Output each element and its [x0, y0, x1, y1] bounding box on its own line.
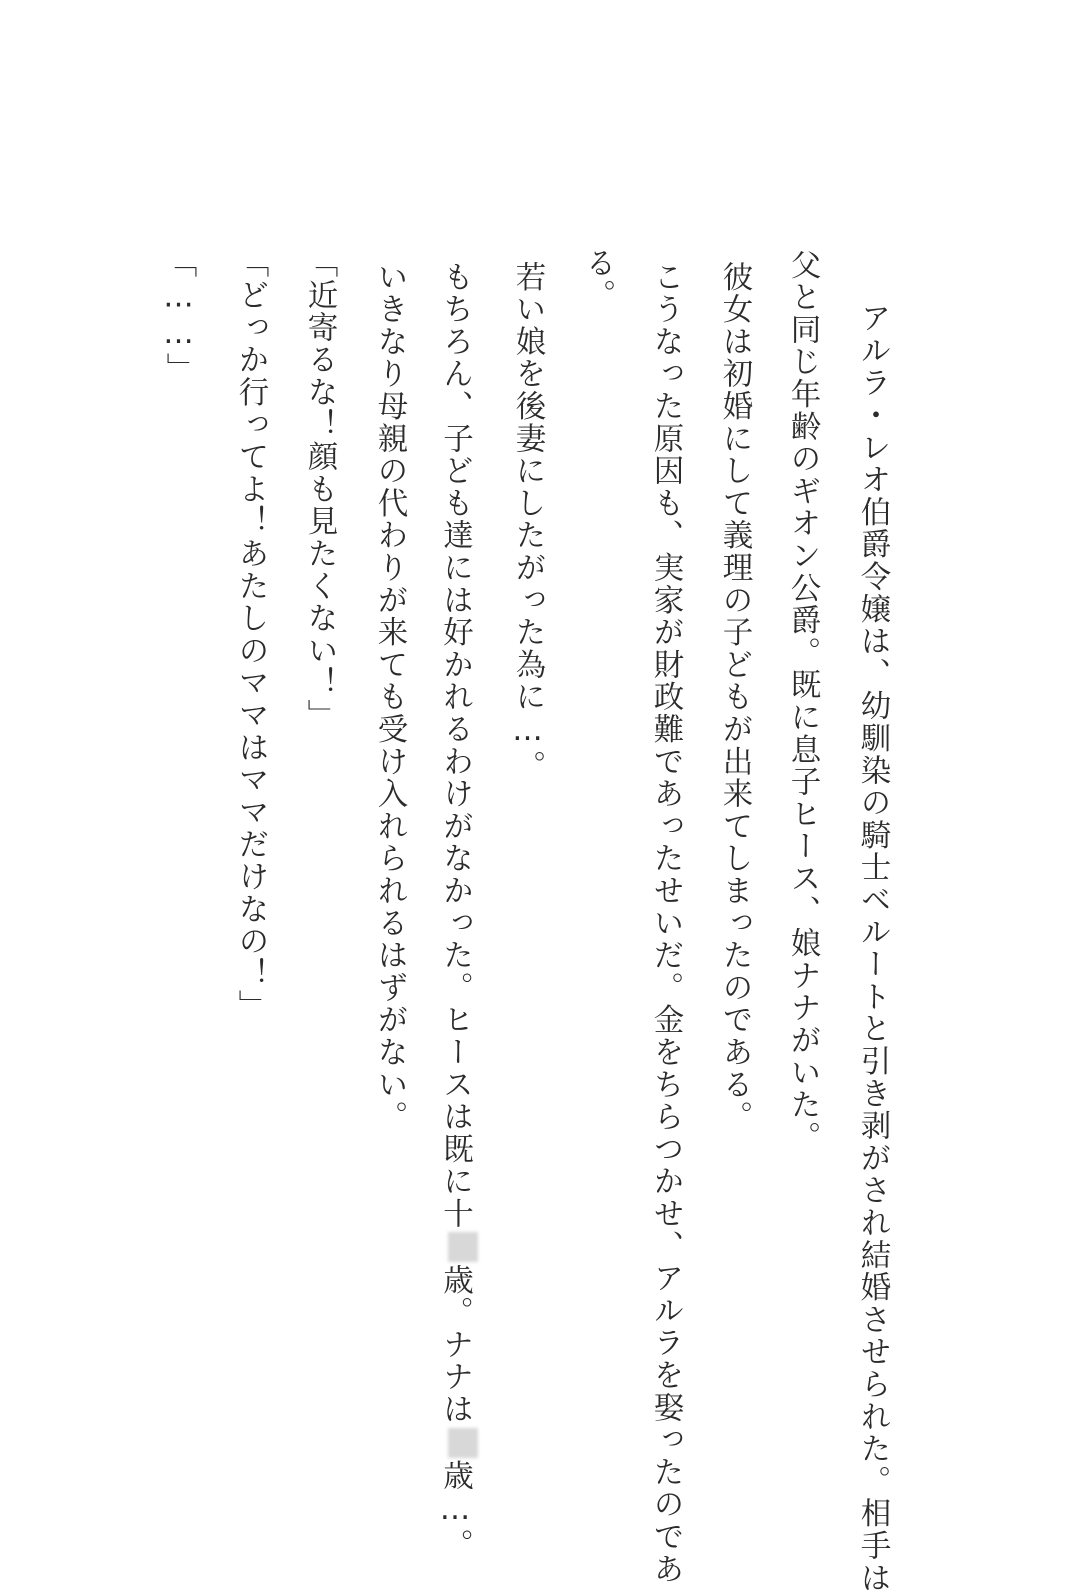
text-line-with-redaction	[438, 261, 478, 1561]
dialogue-line: 「どっか行ってよ！あたしのママはママだけなの！」	[233, 247, 268, 1023]
text-line: こうなった原因も、実家が財政難であったせいだ。金をちらつかせ、アルラを娶ったのであ	[648, 261, 683, 1586]
dialogue-line: 「……」	[161, 247, 196, 386]
text-segment: 歳…。	[437, 1459, 473, 1561]
dialogue-line: 「近寄るな！顔も見たくない！」	[302, 247, 337, 732]
text-segment: 歳。ナナは	[437, 1264, 473, 1426]
redacted-number	[448, 1232, 478, 1262]
text-line: る。	[580, 247, 615, 312]
text-line: 父と同じ年齢のギオン公爵。既に息子ヒース、娘ナナがいた。	[785, 249, 820, 1154]
text-line: 若い娘を後妻にしたがった為に…。	[510, 261, 545, 783]
text-line: いきなり母親の代わりが来ても受け入れられるはずがない。	[372, 261, 407, 1134]
redacted-number	[448, 1428, 478, 1458]
text-line: アルラ・レオ伯爵令嬢は、幼馴染の騎士ベルートと引き剥がされ結婚させられた。相手は	[855, 270, 890, 1594]
text-segment: もちろん、子ども達には好かれるわけがなかった。ヒースは既に十	[437, 261, 473, 1230]
text-line: 彼女は初婚にして義理の子どもが出来てしまったのである。	[717, 261, 752, 1134]
